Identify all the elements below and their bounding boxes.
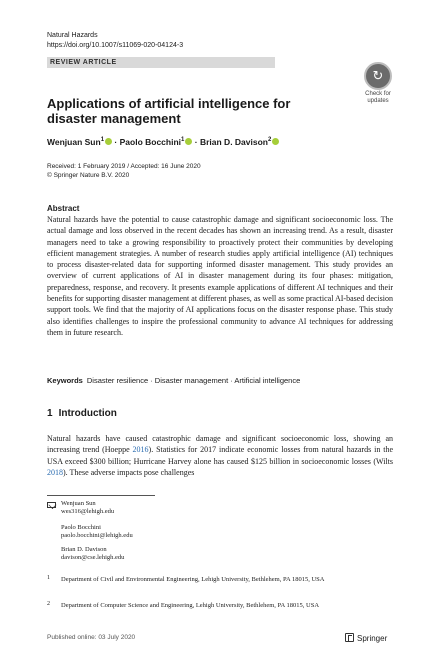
published-date: Published online: 03 July 2020 (47, 634, 136, 641)
affiliation-number: 1 (47, 575, 50, 581)
keywords (47, 376, 300, 385)
author-name[interactable]: Brian D. Davison (199, 137, 268, 147)
publisher-name: Springer (357, 634, 388, 643)
affiliation-text: Department of Civil and Environmental Engineering, Lehigh University, Bethlehem, PA 18015, USA (61, 576, 325, 583)
refresh-icon: ↻ (372, 68, 384, 84)
check-for-updates-label: Check for updates (365, 91, 391, 104)
author-list (47, 137, 279, 147)
orcid-icon[interactable] (105, 138, 112, 145)
contact-name: Paolo Bocchini (61, 524, 101, 531)
section-title: Introduction (58, 408, 117, 419)
abstract-heading: Abstract (47, 204, 80, 213)
affiliation-ref: 1 (100, 137, 105, 144)
springer-horse-icon (345, 633, 354, 642)
contact-entry (61, 546, 124, 562)
journal-name: Natural Hazards (47, 32, 98, 39)
orcid-icon[interactable] (272, 138, 279, 145)
keywords-label: Keywords (47, 376, 83, 385)
citation-link[interactable]: 2018 (47, 467, 63, 477)
author-name[interactable]: Paolo Bocchini (119, 137, 182, 147)
affiliation-text: Department of Computer Science and Engineering, Lehigh University, Bethlehem, PA 18015, USA (61, 602, 320, 609)
contact-entry (61, 524, 133, 540)
article-type-label: REVIEW ARTICLE (50, 58, 117, 66)
affiliation-number: 2 (47, 601, 50, 607)
article-title: Applications of artificial intelligence for disaster management (47, 96, 291, 126)
footnote-divider (47, 495, 155, 496)
copyright: © Springer Nature B.V. 2020 (47, 172, 130, 179)
author-separator: · (194, 137, 198, 147)
contact-entry (61, 500, 114, 516)
author-separator: · (114, 137, 118, 147)
check-for-updates-button[interactable] (364, 62, 392, 90)
keywords-value: Disaster resilience · Disaster management · Artificial intelligence (86, 376, 301, 385)
contact-name: Wenjuan Sun (61, 500, 96, 507)
abstract-text: Natural hazards have the potential to cause catastrophic damage and significant socioeconomic loss. The actual damage and loss observed in the recent decades has shown an increasing trend. As a result, disaster managers need to take a growing responsibility to proactively protect their communities by developing efficient management strategies. A number of research studies apply artificial intelligence (AI) techniques to process disaster-related data for supporting informed disaster management. This study provides an overview of current applications of AI in disaster management during its four phases: mitigation, preparedness, response, and recovery. It presents example applications of different AI techniques and their benefits for supporting disaster management at different phases, as well as some practical AI-based decision support tools. We find that the majority of AI applications focus on the disaster response phase. This study also identifies challenges to inspire the professional community to advance AI techniques for addressing them in future research. (47, 215, 393, 337)
doi-link[interactable]: https://doi.org/10.1007/s11069-020-04124-3 (47, 42, 184, 49)
contact-name: Brian D. Davison (61, 546, 107, 553)
contact-email[interactable]: wes316@lehigh.edu (61, 508, 115, 515)
publisher-logo (345, 633, 387, 643)
affiliation-ref: 1 (181, 137, 185, 144)
section-heading (47, 408, 117, 419)
orcid-icon[interactable] (185, 138, 192, 145)
section-number: 1 (47, 408, 53, 419)
citation-link[interactable]: 2016 (132, 445, 149, 455)
contact-email[interactable]: davison@cse.lehigh.edu (61, 554, 125, 561)
contact-email[interactable]: paolo.bocchini@lehigh.edu (61, 532, 133, 539)
envelope-icon (47, 502, 56, 508)
introduction-paragraph: Natural hazards have caused catastrophic damage and significant socioeconomic loss, showing an increasing trend (Hoeppe 2016). Statistics for 2017 indicate economic losses from natural hazards in the USA exceed $300 billion; Hurricane Harvey alone has caused $125 billion in socioeconomic losses (Wilts 2018). These adverse impacts pose challenges (47, 434, 393, 477)
affiliation-ref: 2 (268, 137, 272, 144)
received-date: Received: 1 February 2019 / Accepted: 16 June 2020 (47, 163, 201, 170)
author-name[interactable]: Wenjuan Sun (47, 137, 101, 147)
